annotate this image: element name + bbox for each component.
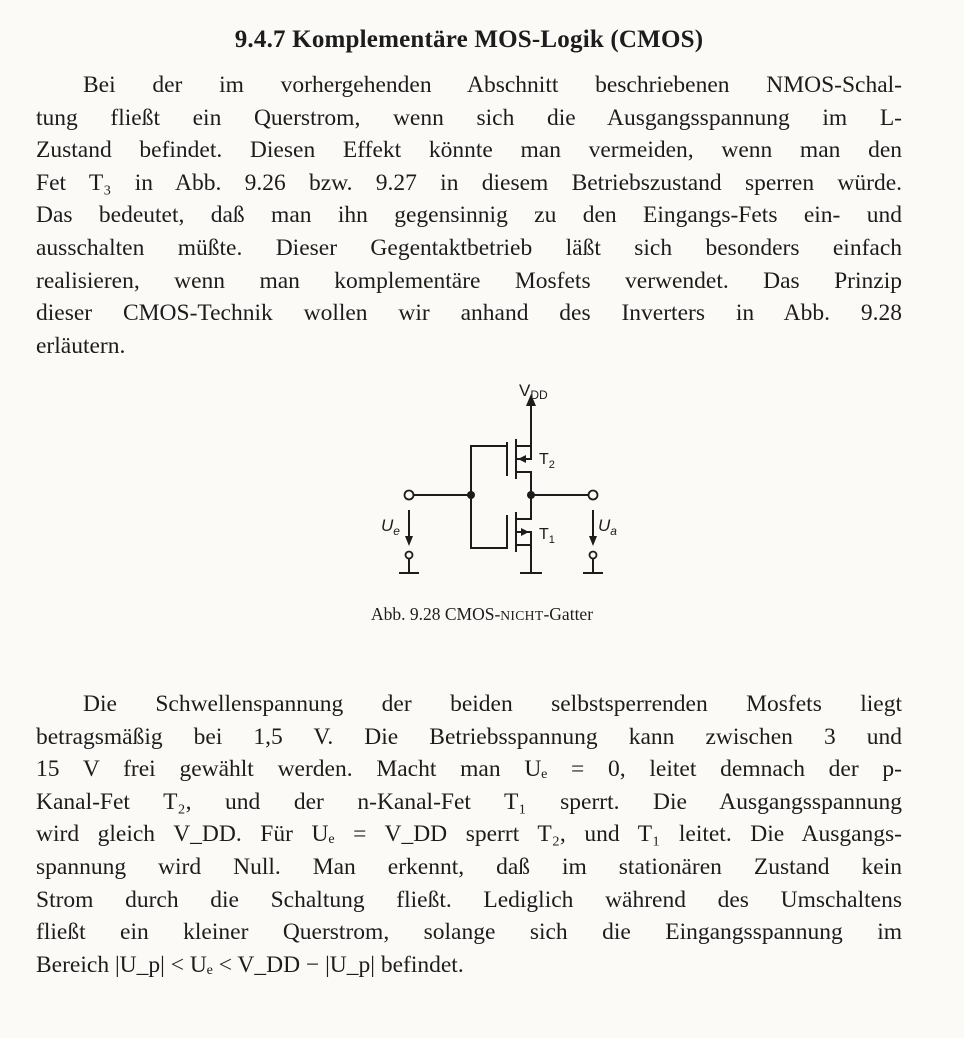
input-terminal <box>405 491 414 500</box>
section-heading: 9.4.7 Komplementäre MOS-Logik (CMOS) <box>234 26 704 53</box>
caption-smallcaps: NICHT <box>500 608 544 623</box>
text-line: Kanal-Fet T₂, und der n-Kanal-Fet T₁ sperrt. Die Ausgangsspannung <box>36 788 902 815</box>
vdd-label: VDD <box>519 381 548 402</box>
figure-caption <box>0 604 964 625</box>
text-line: Bereich |U_p| < Uₑ < V_DD − |U_p| befindet. <box>36 951 464 978</box>
ue-arrow-head <box>405 536 413 546</box>
t1-body-arrow <box>521 528 529 536</box>
ue-label: $U_e$ <box>381 516 400 538</box>
output-junction-dot <box>527 491 535 499</box>
paragraph-explanation <box>36 688 902 981</box>
text-line: Strom durch die Schaltung fließt. Lediglich während des Umschaltens <box>36 886 902 913</box>
input-ground-terminal <box>406 552 413 559</box>
output-terminal <box>589 491 598 500</box>
output-ground-terminal <box>590 552 597 559</box>
text-line: Zustand befindet. Diesen Effekt könnte man vermeiden, wenn man den <box>36 137 902 164</box>
ua-label: $U_a$ <box>598 516 617 538</box>
cmos-inverter-circuit-diagram <box>356 368 616 583</box>
gate-junction-dot <box>467 491 475 499</box>
paragraph-intro <box>36 69 902 362</box>
caption-prefix: Abb. 9.28 CMOS- <box>370 604 501 624</box>
text-line: betragsmäßig bei 1,5 V. Die Betriebsspannung kann zwischen 3 und <box>36 723 902 750</box>
text-line: ausschalten müßte. Dieser Gegentaktbetrieb läßt sich besonders einfach <box>36 234 902 261</box>
text-line: Die Schwellenspannung der beiden selbstsperrenden Mosfets liegt <box>83 691 902 717</box>
text-line: 15 V frei gewählt werden. Macht man Uₑ = 0, leitet demnach der p- <box>36 756 902 783</box>
t2-body-arrow <box>518 455 526 463</box>
text-line: fließt ein kleiner Querstrom, solange sich die Eingangsspannung im <box>36 919 902 946</box>
text-line: realisieren, wenn man komplementäre Mosfets verwendet. Das Prinzip <box>36 267 902 294</box>
ua-arrow-head <box>589 536 597 546</box>
text-line: tung fließt ein Querstrom, wenn sich die Ausgangsspannung im L- <box>36 104 902 131</box>
text-line: Fet T₃ in Abb. 9.26 bzw. 9.27 in diesem Betriebszustand sperren würde. <box>36 169 902 196</box>
t2-label: $T_2$ <box>539 451 555 471</box>
t1-label: $T_1$ <box>539 526 555 546</box>
text-line: Bei der im vorhergehenden Abschnitt beschriebenen NMOS-Schal- <box>83 72 902 98</box>
caption-suffix: -Gatter <box>543 604 594 624</box>
text-line: wird gleich V_DD. Für Uₑ = V_DD sperrt T₂, und T₁ leitet. Die Ausgangs- <box>36 821 902 848</box>
text-line: Das bedeutet, daß man ihn gegensinnig zu den Eingangs-Fets ein- und <box>36 202 902 229</box>
text-line: spannung wird Null. Man erkennt, daß im stationären Zustand kein <box>36 853 902 880</box>
text-line: erläutern. <box>36 332 126 359</box>
text-line: dieser CMOS-Technik wollen wir anhand des Inverters in Abb. 9.28 <box>36 300 902 327</box>
